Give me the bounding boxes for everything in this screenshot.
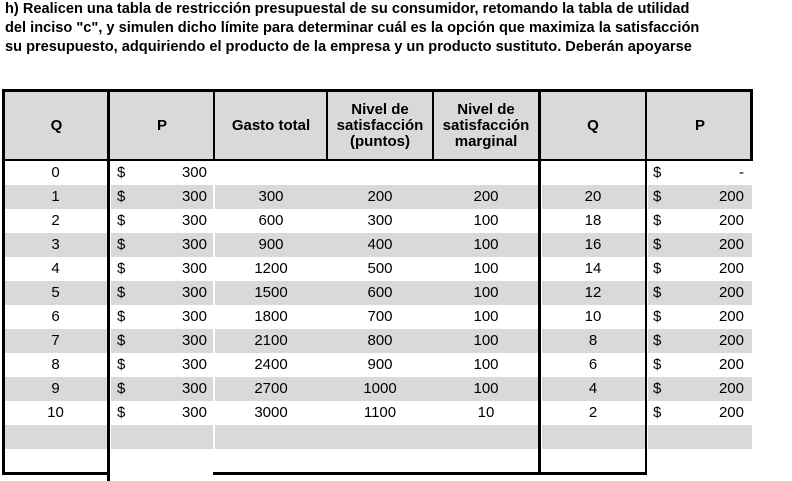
cell-nivel: 500 [367, 260, 393, 277]
cell-p: 300 [181, 260, 207, 277]
currency-symbol: $ [653, 236, 662, 253]
cell-marginal: 100 [473, 236, 499, 253]
cell-p2: - [739, 164, 744, 181]
header-satisfaccion-marginal: Nivel de satisfacción marginal [433, 91, 539, 160]
currency-symbol: $ [653, 356, 662, 373]
row-band-q2 [542, 425, 645, 449]
row-band-p [111, 425, 213, 449]
border-left [2, 89, 5, 475]
currency-symbol: $ [117, 212, 126, 229]
cell-q2: 12 [584, 284, 602, 301]
currency-symbol: $ [653, 260, 662, 277]
cell-q2 [541, 161, 645, 184]
instructions-line-3: su presupuesto, adquiriendo el producto de la empresa y un producto sustituto. Deberán apoyarse [5, 39, 692, 55]
cell-marginal: 100 [473, 284, 499, 301]
cell-nivel: 1100 [363, 404, 397, 421]
cell-gasto: 3000 [254, 404, 288, 421]
border-col-marg [538, 89, 541, 475]
row-band-left [4, 425, 107, 449]
cell-q2: 14 [584, 260, 602, 277]
cell-q: 2 [51, 212, 60, 229]
cell-nivel: 1000 [363, 380, 397, 397]
cell-marginal: 100 [473, 332, 499, 349]
cell-p2: 200 [718, 332, 744, 349]
cell-q: 4 [51, 260, 60, 277]
currency-symbol: $ [117, 284, 126, 301]
cell-q: 5 [51, 284, 60, 301]
border-col-q2 [645, 89, 647, 475]
border-bottom-left [2, 472, 110, 475]
currency-symbol: $ [117, 164, 126, 181]
header-p: P [109, 91, 215, 160]
cell-p2: 200 [718, 260, 744, 277]
cell-gasto: 2700 [254, 380, 288, 397]
cell-gasto: 2400 [254, 356, 288, 373]
cell-marginal: 100 [473, 212, 499, 229]
cell-p: 300 [181, 284, 207, 301]
currency-symbol: $ [653, 188, 662, 205]
currency-symbol: $ [117, 404, 126, 421]
cell-q2: 18 [584, 212, 602, 229]
currency-symbol: $ [653, 284, 662, 301]
cell-q: 0 [51, 164, 60, 181]
cell-q: 10 [47, 404, 64, 421]
cell-nivel: 900 [367, 356, 393, 373]
cell-q2: 20 [584, 188, 602, 205]
cell-nivel [327, 161, 433, 184]
cell-gasto: 1200 [254, 260, 288, 277]
cell-p: 300 [181, 356, 207, 373]
header-q-sustituto: Q [539, 91, 647, 160]
cell-nivel: 200 [367, 188, 393, 205]
cell-gasto: 2100 [254, 332, 288, 349]
cell-q2: 16 [584, 236, 602, 253]
cell-p2: 200 [718, 404, 744, 421]
header-q: Q [4, 91, 109, 160]
instructions-line-1: h) Realicen una tabla de restricción presupuestal de su consumidor, retomando la tabla de utilidad [5, 1, 690, 17]
cell-q: 6 [51, 308, 60, 325]
cell-p2: 200 [718, 380, 744, 397]
cell-q: 7 [51, 332, 60, 349]
cell-nivel: 300 [367, 212, 393, 229]
border-top [2, 89, 753, 92]
cell-p2: 200 [718, 212, 744, 229]
cell-p2: 200 [718, 284, 744, 301]
cell-q2: 10 [584, 308, 602, 325]
border-col-gasto [326, 89, 328, 161]
cell-nivel: 600 [367, 284, 393, 301]
cell-p: 300 [181, 404, 207, 421]
border-header-bottom [2, 159, 753, 161]
currency-symbol: $ [117, 332, 126, 349]
border-col-q [107, 89, 110, 481]
currency-symbol: $ [117, 356, 126, 373]
currency-symbol: $ [653, 308, 662, 325]
currency-symbol: $ [117, 260, 126, 277]
currency-symbol: $ [117, 236, 126, 253]
row-band-p2 [648, 425, 752, 449]
cell-marginal: 100 [473, 260, 499, 277]
header-gasto-total: Gasto total [215, 91, 327, 160]
cell-p: 300 [181, 332, 207, 349]
cell-p2: 200 [718, 188, 744, 205]
cell-p2: 200 [718, 308, 744, 325]
currency-symbol: $ [653, 164, 662, 181]
cell-marginal: 100 [473, 308, 499, 325]
currency-symbol: $ [653, 380, 662, 397]
cell-q2: 6 [588, 356, 598, 373]
cell-p: 300 [181, 212, 207, 229]
cell-marginal: 200 [473, 188, 499, 205]
currency-symbol: $ [653, 404, 662, 421]
instructions-line-2: del inciso "c", y simulen dicho límite para determinar cuál es la opción que maximiza la satisfacción [5, 20, 700, 36]
cell-marginal [433, 161, 539, 184]
cell-gasto: 1800 [254, 308, 288, 325]
currency-symbol: $ [117, 380, 126, 397]
cell-p: 300 [181, 164, 207, 181]
cell-nivel: 800 [367, 332, 393, 349]
cell-gasto: 300 [258, 188, 284, 205]
cell-gasto: 600 [258, 212, 284, 229]
cell-gasto: 900 [258, 236, 284, 253]
header-p-sustituto: P [647, 91, 753, 160]
cell-p: 300 [181, 380, 207, 397]
cell-p2: 200 [718, 236, 744, 253]
currency-symbol: $ [653, 332, 662, 349]
cell-q: 3 [51, 236, 60, 253]
cell-q2: 8 [588, 332, 598, 349]
cell-q: 8 [51, 356, 60, 373]
cell-p: 300 [181, 188, 207, 205]
border-right [750, 89, 753, 161]
cell-marginal: 10 [477, 404, 495, 421]
currency-symbol: $ [653, 212, 662, 229]
cell-p: 300 [181, 236, 207, 253]
cell-gasto [215, 161, 327, 184]
cell-marginal: 100 [473, 380, 499, 397]
row-band-mid [215, 425, 538, 449]
border-col-nivel [432, 89, 434, 161]
cell-q2: 4 [588, 380, 598, 397]
cell-p2: 200 [718, 356, 744, 373]
currency-symbol: $ [117, 308, 126, 325]
cell-marginal: 100 [473, 356, 499, 373]
cell-p: 300 [181, 308, 207, 325]
cell-gasto: 1500 [254, 284, 288, 301]
border-bottom-mid [213, 472, 647, 475]
cell-nivel: 400 [367, 236, 393, 253]
cell-q2: 2 [588, 404, 598, 421]
cell-q: 9 [51, 380, 60, 397]
cell-nivel: 700 [367, 308, 393, 325]
cell-q: 1 [51, 188, 60, 205]
border-col-p [213, 89, 215, 161]
currency-symbol: $ [117, 188, 126, 205]
header-nivel-satisfaccion: Nivel de satisfacción (puntos) [327, 91, 433, 160]
